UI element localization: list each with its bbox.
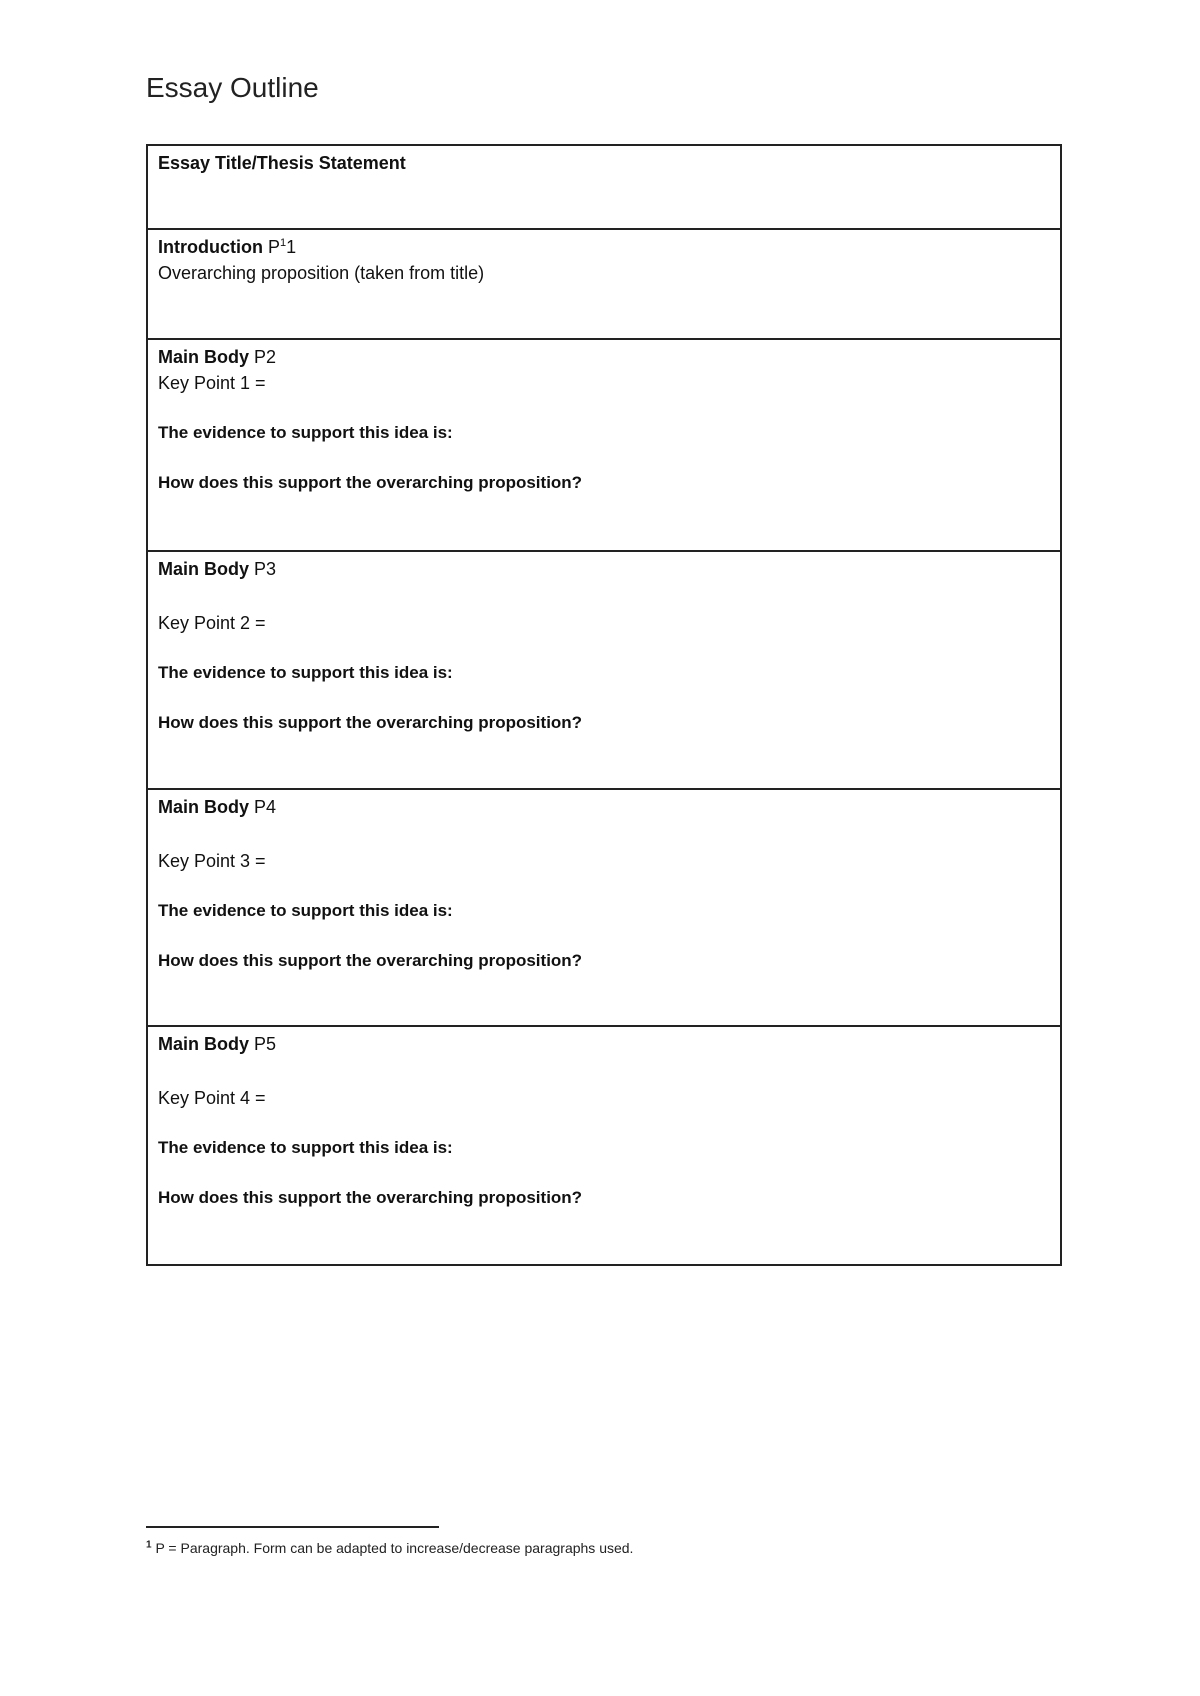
footnote (146, 1540, 633, 1556)
section-main-body-p4[interactable] (148, 788, 1060, 1025)
section-heading (158, 344, 1050, 370)
evidence-prompt: The evidence to support this idea is: (158, 663, 453, 682)
section-heading (158, 1031, 1050, 1057)
footnote-reference[interactable]: 1 (280, 237, 287, 249)
page-title: Essay Outline (146, 72, 319, 103)
heading-suffix-text: P5 (249, 1034, 277, 1054)
footnote-divider (146, 1526, 439, 1528)
section-introduction[interactable] (148, 228, 1060, 338)
heading-bold-text: Main Body (158, 797, 250, 817)
evidence-prompt: The evidence to support this idea is: (158, 1138, 453, 1157)
heading-suffix-text: P2 (249, 347, 277, 367)
heading-number: 1 (286, 237, 297, 257)
heading-suffix-text: P (262, 237, 280, 257)
section-main-body-p2[interactable] (148, 338, 1060, 550)
intro-line: Overarching proposition (taken from title) (158, 263, 485, 283)
key-point-label: Key Point 3 = (158, 851, 266, 871)
evidence-prompt: The evidence to support this idea is: (158, 901, 453, 920)
section-main-body-p5[interactable] (148, 1025, 1060, 1264)
outline-table (146, 144, 1062, 1266)
section-heading (158, 794, 1050, 820)
key-point-label: Key Point 2 = (158, 613, 266, 633)
support-prompt: How does this support the overarching proposition? (158, 1188, 583, 1207)
support-prompt: How does this support the overarching proposition? (158, 473, 583, 492)
key-point-label: Key Point 1 = (158, 373, 266, 393)
section-heading (158, 556, 1050, 582)
section-heading (158, 234, 1050, 260)
heading-suffix-text: P3 (249, 559, 277, 579)
heading-suffix-text: P4 (249, 797, 277, 817)
evidence-prompt: The evidence to support this idea is: (158, 423, 453, 442)
section-main-body-p3[interactable] (148, 550, 1060, 788)
heading-bold-text: Main Body (158, 347, 250, 367)
section-heading: Essay Title/Thesis Statement (158, 153, 406, 173)
section-title-thesis[interactable] (148, 146, 1060, 228)
footnote-marker: 1 (146, 1539, 152, 1551)
support-prompt: How does this support the overarching proposition? (158, 951, 583, 970)
heading-bold-text: Introduction (158, 237, 263, 257)
key-point-label: Key Point 4 = (158, 1088, 266, 1108)
heading-bold-text: Main Body (158, 1034, 250, 1054)
support-prompt: How does this support the overarching proposition? (158, 713, 583, 732)
heading-bold-text: Main Body (158, 559, 250, 579)
footnote-text: P = Paragraph. Form can be adapted to increase/decrease paragraphs used. (151, 1540, 634, 1556)
